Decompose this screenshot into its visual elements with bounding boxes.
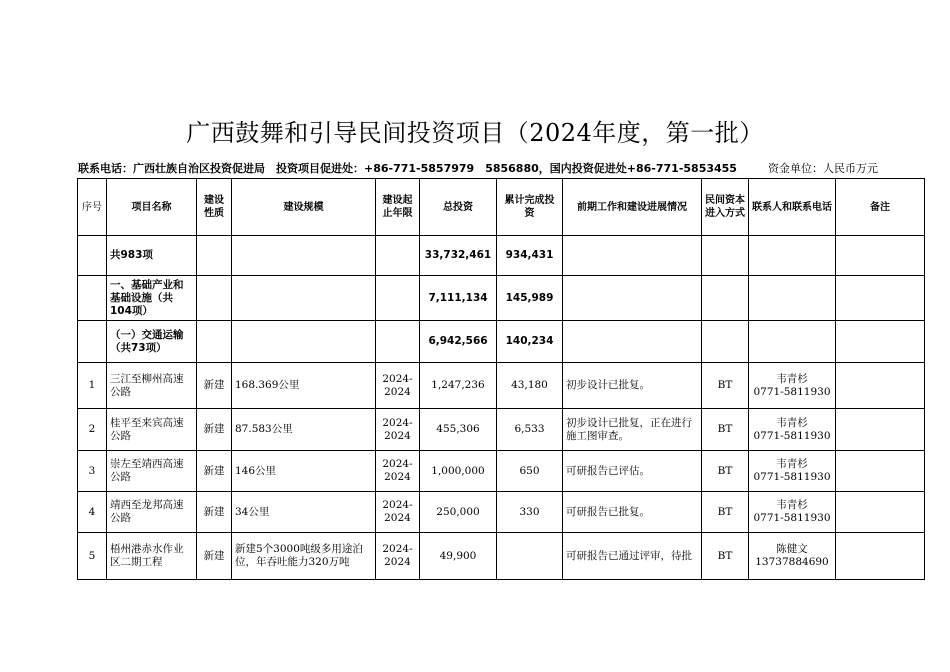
completed-cell: 934,431 (497, 236, 563, 276)
table-row (78, 533, 925, 580)
remark-cell (836, 533, 925, 580)
total-cell: 455,306 (420, 409, 497, 451)
nature-cell (197, 236, 232, 276)
contact-cell (749, 321, 836, 363)
private-cell: BT (702, 492, 749, 533)
period-cell: 2024- 2024 (376, 363, 420, 409)
total-cell: 7,111,134 (420, 276, 497, 321)
completed-cell: 6,533 (497, 409, 563, 451)
summary-row (78, 236, 925, 276)
completed-cell (497, 533, 563, 580)
nature-cell: 新建 (197, 533, 232, 580)
remark-cell (836, 276, 925, 321)
completed-cell: 43,180 (497, 363, 563, 409)
contact-cell (749, 236, 836, 276)
summary-row (78, 276, 925, 321)
contact-cell: 韦青杉 0771-5811930 (749, 409, 836, 451)
private-cell: BT (702, 409, 749, 451)
name-cell: （一）交通运输（共73项） (107, 321, 197, 363)
seq-cell: 5 (78, 533, 107, 580)
scale-cell (232, 276, 376, 321)
remark-cell (836, 451, 925, 492)
private-cell (702, 276, 749, 321)
table-row (78, 363, 925, 409)
total-cell: 33,732,461 (420, 236, 497, 276)
header-scale: 建设规模 (232, 179, 376, 236)
name-cell: 梧州港赤水作业区二期工程 (107, 533, 197, 580)
table-row (78, 492, 925, 533)
progress-cell: 初步设计已批复。 (563, 363, 702, 409)
nature-cell: 新建 (197, 409, 232, 451)
contact-cell: 陈健文 13737884690 (749, 533, 836, 580)
remark-cell (836, 363, 925, 409)
remark-cell (836, 409, 925, 451)
period-cell: 2024- 2024 (376, 492, 420, 533)
nature-cell (197, 276, 232, 321)
header-nature: 建设性质 (197, 179, 232, 236)
progress-cell: 可研报告已批复。 (563, 492, 702, 533)
period-cell: 2024- 2024 (376, 451, 420, 492)
name-cell: 靖西至龙邦高速公路 (107, 492, 197, 533)
total-cell: 49,900 (420, 533, 497, 580)
total-cell: 1,000,000 (420, 451, 497, 492)
seq-cell: 4 (78, 492, 107, 533)
scale-cell: 新建5个3000吨级多用途泊位，年吞吐能力320万吨 (232, 533, 376, 580)
period-cell (376, 321, 420, 363)
completed-cell: 145,989 (497, 276, 563, 321)
seq-cell (78, 276, 107, 321)
header-contact: 联系人和联系电话 (749, 179, 836, 236)
currency-unit: 资金单位：人民币万元 (768, 162, 878, 175)
progress-cell (563, 276, 702, 321)
period-cell: 2024- 2024 (376, 533, 420, 580)
header-completed: 累计完成投资 (497, 179, 563, 236)
seq-cell (78, 321, 107, 363)
summary-row (78, 321, 925, 363)
progress-cell: 初步设计已批复，正在进行施工图审查。 (563, 409, 702, 451)
contact-cell: 韦青杉 0771-5811930 (749, 363, 836, 409)
seq-cell: 1 (78, 363, 107, 409)
period-cell: 2024- 2024 (376, 409, 420, 451)
nature-cell: 新建 (197, 451, 232, 492)
scale-cell (232, 236, 376, 276)
header-total: 总投资 (420, 179, 497, 236)
header-progress: 前期工作和建设进展情况 (563, 179, 702, 236)
completed-cell: 650 (497, 451, 563, 492)
table-row (78, 409, 925, 451)
name-cell: 桂平至来宾高速公路 (107, 409, 197, 451)
progress-cell: 可研报告已评估。 (563, 451, 702, 492)
name-cell: 一、基础产业和基础设施（共104项） (107, 276, 197, 321)
header-seq: 序号 (78, 179, 107, 236)
progress-cell (563, 321, 702, 363)
table-header-row (78, 179, 925, 236)
header-name: 项目名称 (107, 179, 197, 236)
scale-cell: 87.583公里 (232, 409, 376, 451)
table-row (78, 451, 925, 492)
nature-cell: 新建 (197, 492, 232, 533)
name-cell: 崇左至靖西高速公路 (107, 451, 197, 492)
seq-cell: 3 (78, 451, 107, 492)
scale-cell: 168.369公里 (232, 363, 376, 409)
period-cell (376, 236, 420, 276)
private-cell: BT (702, 451, 749, 492)
seq-cell (78, 236, 107, 276)
contact-cell: 韦青杉 0771-5811930 (749, 492, 836, 533)
name-cell: 三江至柳州高速公路 (107, 363, 197, 409)
total-cell: 1,247,236 (420, 363, 497, 409)
contact-cell: 韦青杉 0771-5811930 (749, 451, 836, 492)
header-period: 建设起止年限 (376, 179, 420, 236)
project-table (77, 178, 925, 580)
private-cell (702, 236, 749, 276)
scale-cell: 34公里 (232, 492, 376, 533)
header-remark: 备注 (836, 179, 925, 236)
remark-cell (836, 236, 925, 276)
private-cell (702, 321, 749, 363)
name-cell: 共983项 (107, 236, 197, 276)
private-cell: BT (702, 533, 749, 580)
progress-cell (563, 236, 702, 276)
private-cell: BT (702, 363, 749, 409)
remark-cell (836, 321, 925, 363)
contact-cell (749, 276, 836, 321)
scale-cell (232, 321, 376, 363)
period-cell (376, 276, 420, 321)
remark-cell (836, 492, 925, 533)
scale-cell: 146公里 (232, 451, 376, 492)
contact-info: 联系电话：广西壮族自治区投资促进局 投资项目促进处：+86-771-5857979 5856880，国内投资促进处+86-771-5853455 (78, 162, 737, 175)
progress-cell: 可研报告已通过评审，待批 (563, 533, 702, 580)
page-title: 广西鼓舞和引导民间投资项目（2024年度，第一批） (186, 119, 764, 147)
total-cell: 250,000 (420, 492, 497, 533)
nature-cell: 新建 (197, 363, 232, 409)
total-cell: 6,942,566 (420, 321, 497, 363)
header-private: 民间资本进入方式 (702, 179, 749, 236)
completed-cell: 330 (497, 492, 563, 533)
nature-cell (197, 321, 232, 363)
seq-cell: 2 (78, 409, 107, 451)
completed-cell: 140,234 (497, 321, 563, 363)
